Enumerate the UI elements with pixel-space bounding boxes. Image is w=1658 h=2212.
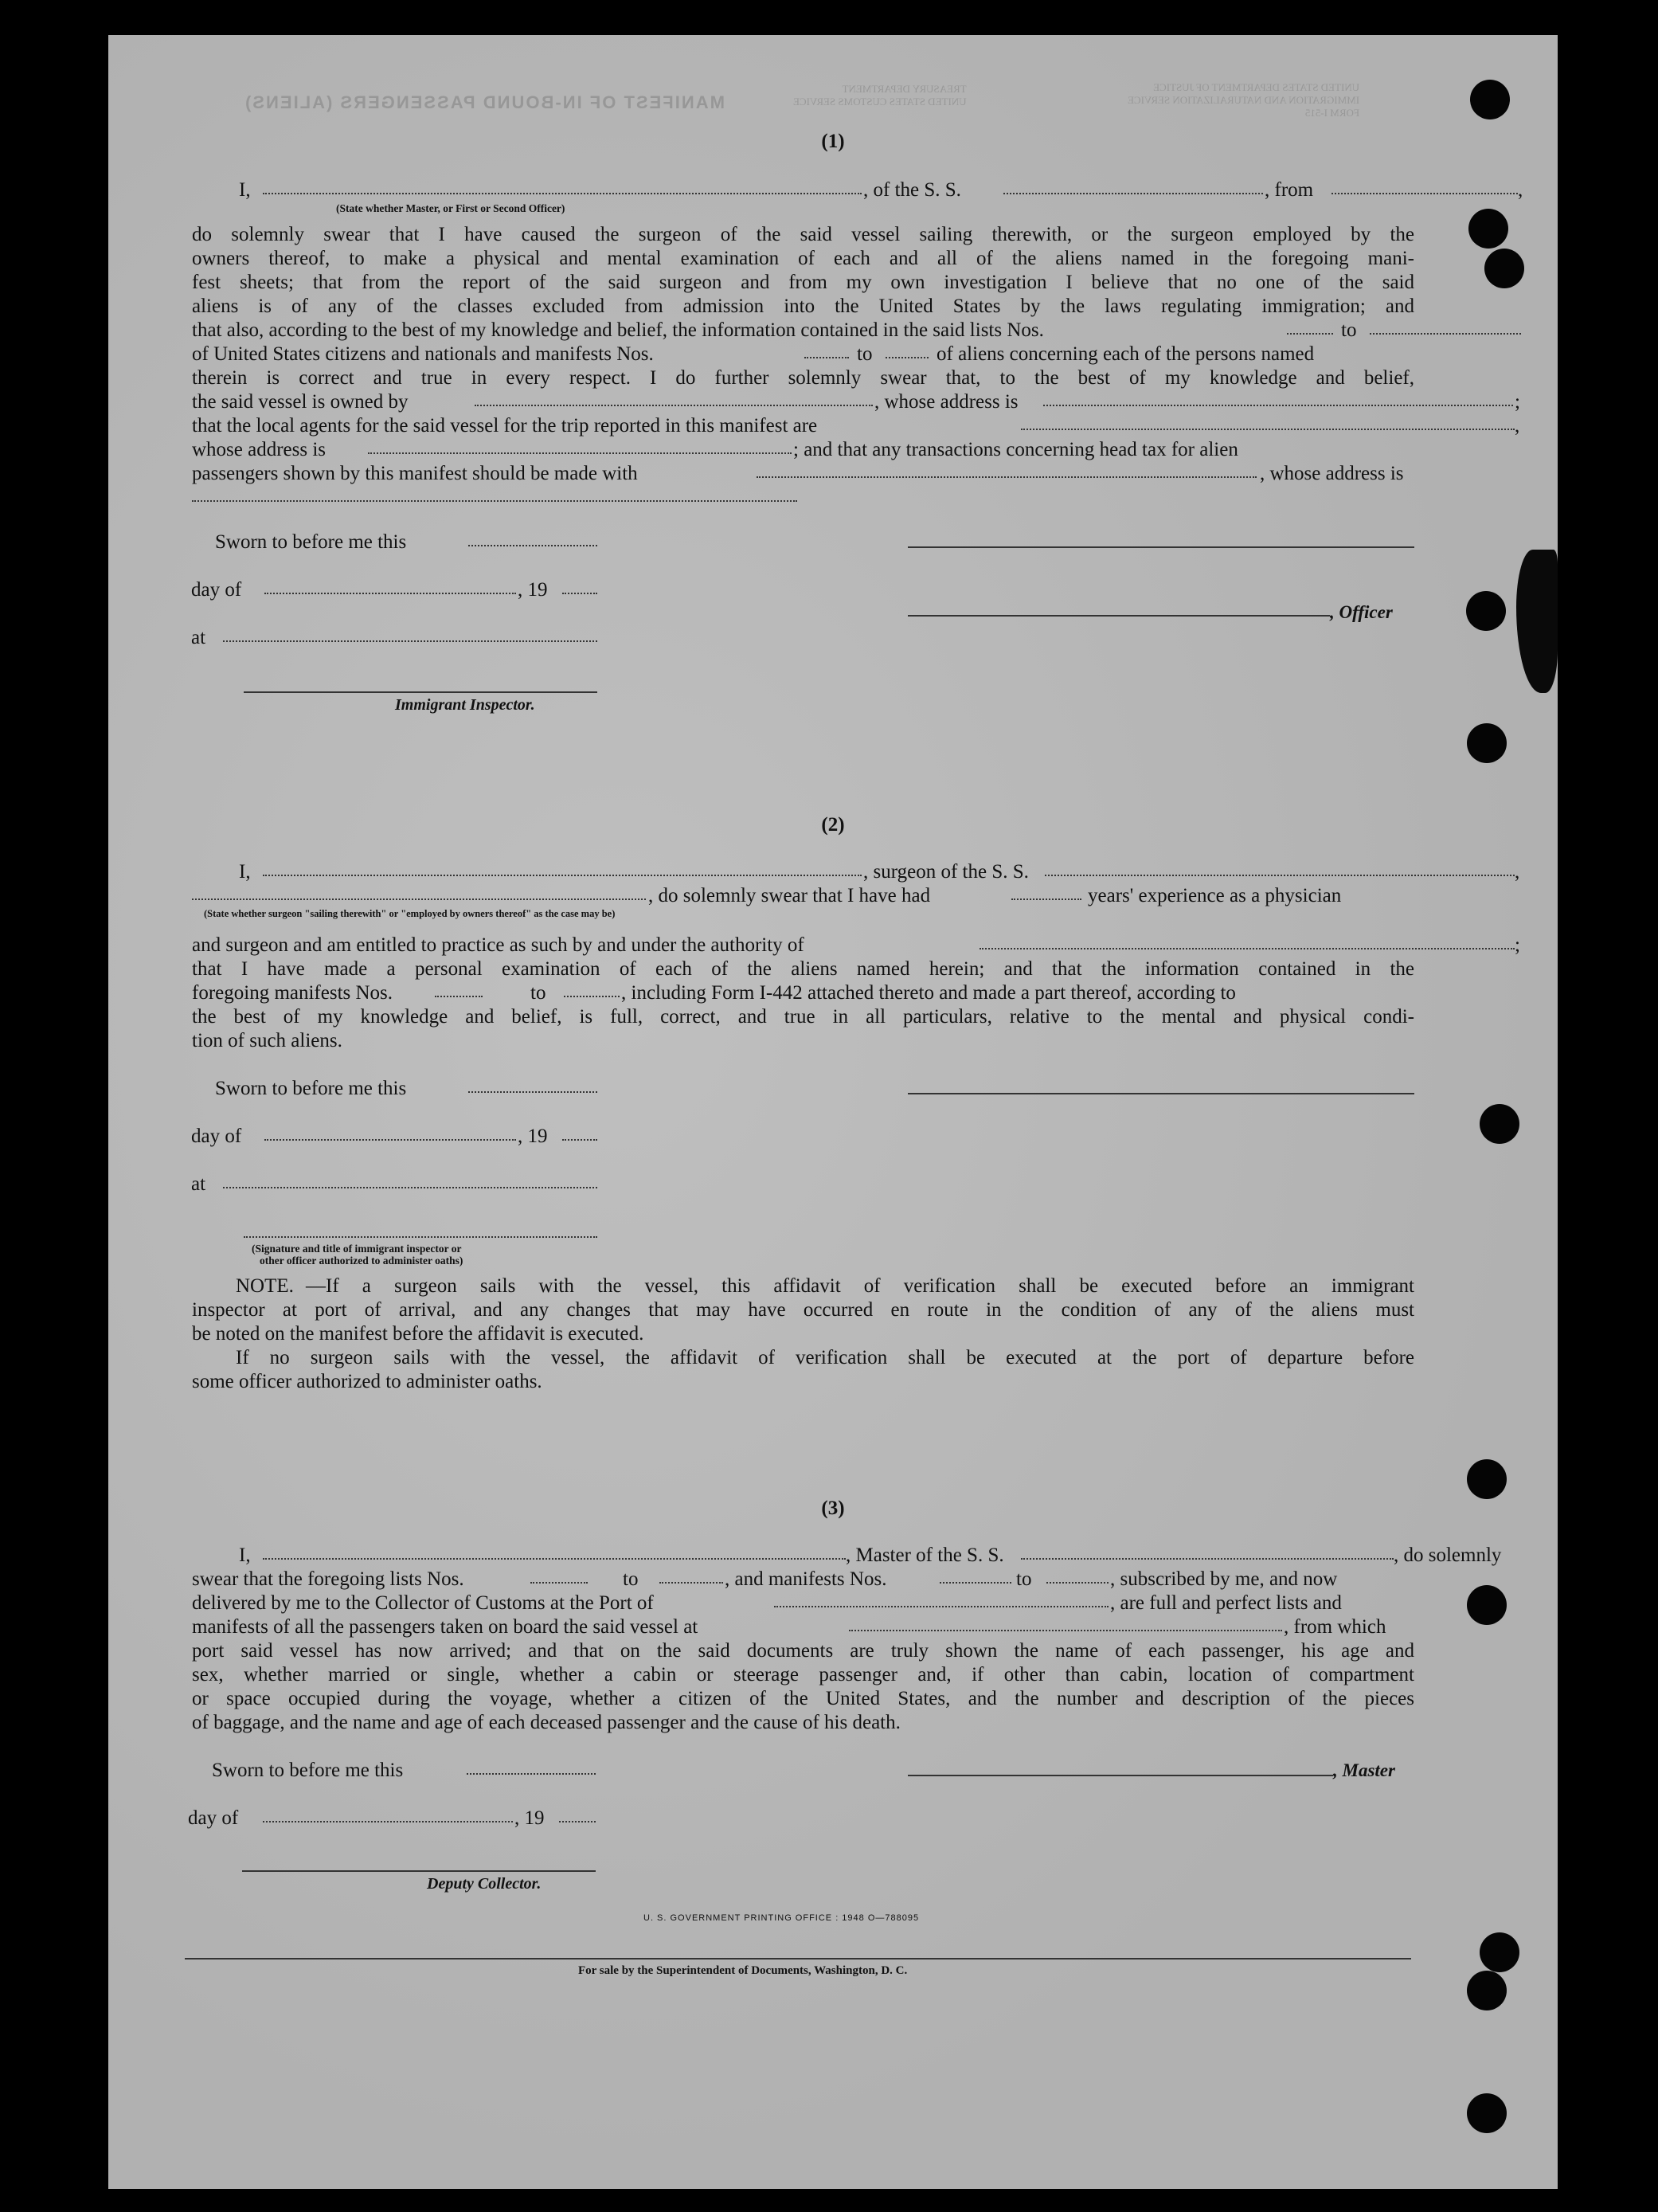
s3-body-line: of baggage, and the name and age of each deceased passenger and the cause of his death. bbox=[192, 1712, 901, 1733]
s1-agents-address-field[interactable] bbox=[368, 452, 792, 454]
s3-deputy-label: Deputy Collector. bbox=[427, 1875, 542, 1893]
s3-year-prefix: , 19 bbox=[514, 1807, 545, 1829]
s2-i: I, bbox=[239, 861, 251, 883]
s3-sworn: Sworn to before me this bbox=[212, 1760, 404, 1781]
s2-authority: and surgeon and am entitled to practice as such by and under the authority of bbox=[192, 934, 804, 956]
s2-years-field[interactable] bbox=[1011, 899, 1081, 900]
s1-whose-address-2: whose address is bbox=[192, 439, 327, 460]
torn-edge bbox=[1516, 550, 1558, 693]
s3-master-signature-line[interactable] bbox=[908, 1775, 1333, 1776]
punch-hole bbox=[1467, 1585, 1507, 1625]
s1-head-tax-party-field[interactable] bbox=[757, 476, 1257, 478]
s2-year-field[interactable] bbox=[562, 1139, 597, 1141]
punch-hole bbox=[1480, 1104, 1519, 1144]
s1-i: I, bbox=[239, 179, 251, 201]
punch-hole bbox=[1480, 1932, 1519, 1972]
s2-surgeon-status-field[interactable] bbox=[192, 899, 646, 900]
s3-manifests-to-field[interactable] bbox=[1046, 1582, 1109, 1584]
s3-deputy-line[interactable] bbox=[242, 1870, 596, 1872]
punch-hole bbox=[1484, 249, 1524, 288]
punch-hole bbox=[1466, 591, 1506, 631]
s1-inspector-line[interactable] bbox=[244, 691, 597, 693]
s1-from: , from bbox=[1265, 179, 1314, 201]
punch-hole bbox=[1470, 80, 1510, 119]
s2-foregoing: foregoing manifests Nos. bbox=[192, 982, 393, 1004]
s3-day-of: day of bbox=[188, 1807, 239, 1829]
s2-note-line: be noted on the manifest before the affidavit is executed. bbox=[192, 1323, 644, 1345]
s2-note-line: —If a surgeon sails with the vessel, this affidavit of verification shall be executed before an immigrant bbox=[306, 1275, 1414, 1297]
s3-master-label: , Master bbox=[1333, 1760, 1395, 1780]
s1-sworn-day-field[interactable] bbox=[468, 545, 597, 546]
s3-do-solemnly: , do solemnly bbox=[1394, 1544, 1502, 1566]
s2-including: , including Form I-442 attached thereto and made a part thereof, according to bbox=[621, 982, 1236, 1004]
s1-officer-line[interactable] bbox=[908, 615, 1330, 617]
section-3-number: (3) bbox=[821, 1498, 845, 1519]
s2-signature-note: (Signature and title of immigrant inspector or bbox=[252, 1243, 462, 1255]
s3-subscribed: , subscribed by me, and now bbox=[1110, 1568, 1338, 1590]
section-2-number: (2) bbox=[821, 814, 845, 836]
s2-body-line: the best of my knowledge and belief, is full, correct, and true in all particulars, relative to the mental and physical condi- bbox=[192, 1006, 1414, 1028]
s1-manifests-from-field[interactable] bbox=[804, 357, 849, 358]
s2-semicolon: ; bbox=[1515, 934, 1520, 956]
s3-lists-to-field[interactable] bbox=[659, 1582, 723, 1584]
s2-month-field[interactable] bbox=[264, 1139, 516, 1141]
bleed-through-fine-text: TREASURY DEPARTMENT UNITED STATES CUSTOMS SERVICE bbox=[793, 83, 967, 108]
s2-at: at bbox=[191, 1173, 206, 1195]
s1-of-ss: , of the S. S. bbox=[863, 179, 961, 201]
s2-sworn: Sworn to before me this bbox=[215, 1078, 407, 1099]
s2-manifests-to-field[interactable] bbox=[564, 996, 620, 997]
sale-notice: For sale by the Superintendent of Documents, Washington, D. C. bbox=[578, 1964, 908, 1977]
s1-at-field[interactable] bbox=[223, 640, 597, 642]
gpo-imprint: U. S. GOVERNMENT PRINTING OFFICE : 1948 O—788095 bbox=[643, 1913, 920, 1923]
s2-year-prefix: , 19 bbox=[518, 1126, 548, 1147]
s1-comma: , bbox=[1515, 415, 1520, 437]
s1-manifests-text: of United States citizens and nationals and manifests Nos. bbox=[192, 343, 654, 365]
s1-body-line: fest sheets; that from the report of the said surgeon and from my own investigation I believe that no one of the said bbox=[192, 272, 1414, 293]
s2-manifests-from-field[interactable] bbox=[435, 996, 483, 997]
s3-from-which: , from which bbox=[1284, 1616, 1386, 1638]
s1-local-agents: that the local agents for the said vessel for the trip reported in this manifest are bbox=[192, 415, 818, 437]
s2-comma: , bbox=[1515, 861, 1520, 883]
s1-year-prefix: , 19 bbox=[518, 579, 548, 601]
punch-hole bbox=[1468, 209, 1508, 249]
s1-to: to bbox=[857, 343, 873, 365]
s3-month-field[interactable] bbox=[263, 1821, 513, 1822]
s3-to: to bbox=[623, 1568, 639, 1590]
punch-hole bbox=[1467, 1459, 1507, 1499]
bleed-through-title: MANIFEST OF IN-BOUND PASSENGERS (ALIENS) bbox=[244, 92, 725, 112]
s2-signature-line[interactable] bbox=[908, 1093, 1414, 1094]
s2-signature-note: other officer authorized to administer oaths) bbox=[260, 1255, 463, 1267]
section-1-number: (1) bbox=[821, 131, 845, 152]
s3-lists-from-field[interactable] bbox=[530, 1582, 588, 1584]
s1-lists-to-field[interactable] bbox=[1370, 333, 1521, 335]
s2-surgeon-of-ss: , surgeon of the S. S. bbox=[863, 861, 1029, 883]
s1-day-of: day of bbox=[191, 579, 242, 601]
s2-at-field[interactable] bbox=[223, 1187, 597, 1188]
s3-swear-lists: swear that the foregoing lists Nos. bbox=[192, 1568, 464, 1590]
s2-years-experience: years' experience as a physician bbox=[1088, 885, 1342, 906]
s3-taken-at-field[interactable] bbox=[849, 1630, 1282, 1631]
s3-body-line: port said vessel has now arrived; and that on the said documents are truly shown the name of each passenger, his age and bbox=[192, 1640, 1414, 1662]
s1-head-tax-address-field[interactable] bbox=[192, 500, 797, 502]
s2-note-line: some officer authorized to administer oaths. bbox=[192, 1371, 542, 1392]
s1-owner-address-field[interactable] bbox=[1043, 405, 1513, 406]
s2-surgeon-name-field[interactable] bbox=[263, 875, 862, 876]
s2-inspector-line[interactable] bbox=[244, 1236, 597, 1238]
s3-master-name-field[interactable] bbox=[263, 1558, 846, 1560]
s3-manifests-from-field[interactable] bbox=[940, 1582, 1011, 1584]
s1-owner-field[interactable] bbox=[475, 405, 873, 406]
s1-semicolon: ; bbox=[1515, 391, 1520, 413]
s2-sworn-day-field[interactable] bbox=[468, 1091, 597, 1093]
s2-status-note: (State whether surgeon "sailing therewith" or "employed by owners thereof" as the case may be) bbox=[204, 908, 616, 919]
s3-body-line: or space occupied during the voyage, whether a citizen of the United States, and the number and description of the pieces bbox=[192, 1688, 1414, 1709]
s2-note-line: inspector at port of arrival, and any changes that may have occurred en route in the condition of any of the aliens must bbox=[192, 1299, 1414, 1321]
s2-day-of: day of bbox=[191, 1126, 242, 1147]
s3-manifests-all: manifests of all the passengers taken on board the said vessel at bbox=[192, 1616, 698, 1638]
s3-to: to bbox=[1016, 1568, 1032, 1590]
s1-month-field[interactable] bbox=[264, 593, 516, 594]
s1-from-port-field[interactable] bbox=[1331, 193, 1518, 194]
bleed-through-fine-text: UNITED STATES DEPARTMENT OF JUSTICE IMMIGRATION AND NATURALIZATION SERVICE FORM I-515 bbox=[1128, 81, 1360, 119]
s1-head-tax: ; and that any transactions concerning head tax for alien bbox=[793, 439, 1238, 460]
s2-note-line: If no surgeon sails with the vessel, the affidavit of verification shall be executed at the port of departure before bbox=[236, 1347, 1414, 1368]
s1-to: to bbox=[1341, 319, 1357, 341]
s1-signature-line[interactable] bbox=[908, 546, 1414, 548]
s1-year-field[interactable] bbox=[562, 593, 597, 594]
s1-aliens-text: of aliens concerning each of the persons named bbox=[937, 343, 1315, 365]
punch-hole bbox=[1467, 2093, 1507, 2133]
s3-and-manifests: , and manifests Nos. bbox=[725, 1568, 887, 1590]
s2-body-line: that I have made a personal examination of each of the aliens named herein; and that the information contained in the bbox=[192, 958, 1414, 980]
punch-hole bbox=[1467, 723, 1507, 763]
s1-inspector-label: Immigrant Inspector. bbox=[395, 696, 535, 714]
s3-port-field[interactable] bbox=[774, 1606, 1109, 1607]
s2-vessel-field[interactable] bbox=[1045, 875, 1515, 876]
s1-officer-label: , Officer bbox=[1330, 602, 1393, 622]
s1-whose-address-3: , whose address is bbox=[1260, 463, 1404, 484]
s1-body-line: owners thereof, to make a physical and mental examination of each and all of the aliens named in the foregoing mani- bbox=[192, 248, 1414, 269]
form-page bbox=[108, 35, 1558, 2189]
s1-officer-name-field[interactable] bbox=[263, 193, 862, 194]
s2-note-label: NOTE. bbox=[236, 1275, 294, 1297]
s3-vessel-field[interactable] bbox=[1021, 1558, 1394, 1560]
s1-lists-from-field[interactable] bbox=[1287, 333, 1333, 335]
s1-comma: , bbox=[1518, 179, 1523, 201]
s3-master-of-ss: , Master of the S. S. bbox=[846, 1544, 1004, 1566]
s1-local-agents-field[interactable] bbox=[1021, 429, 1515, 430]
s1-manifests-to-field[interactable] bbox=[886, 357, 929, 358]
s1-officer-note: (State whether Master, or First or Second Officer) bbox=[336, 202, 565, 214]
s1-owned-by: the said vessel is owned by bbox=[192, 391, 409, 413]
s1-whose-address: , whose address is bbox=[874, 391, 1019, 413]
s1-lists-text: that also, according to the best of my knowledge and belief, the information contained in the said lists Nos. bbox=[192, 319, 1044, 341]
s1-body-line: aliens is of any of the classes excluded from admission into the United States by the laws regulating immigration; and bbox=[192, 296, 1414, 317]
s2-swear-had: , do solemnly swear that I have had bbox=[648, 885, 931, 906]
s3-full-perfect: , are full and perfect lists and bbox=[1110, 1592, 1342, 1614]
s3-i: I, bbox=[239, 1544, 251, 1566]
s1-vessel-name-field[interactable] bbox=[1003, 193, 1263, 194]
punch-hole bbox=[1467, 1971, 1507, 2010]
s3-body-line: sex, whether married or single, whether a cabin or steerage passenger and, if other than cabin, location of compartment bbox=[192, 1664, 1414, 1685]
s1-sworn: Sworn to before me this bbox=[215, 531, 407, 553]
s2-to: to bbox=[530, 982, 546, 1004]
footer-rule bbox=[185, 1958, 1411, 1959]
s1-body-line: therein is correct and true in every respect. I do further solemnly swear that, to the best of my knowledge and belief, bbox=[192, 367, 1414, 389]
s3-year-field[interactable] bbox=[559, 1821, 596, 1822]
s3-delivered: delivered by me to the Collector of Customs at the Port of bbox=[192, 1592, 654, 1614]
s2-body-line: tion of such aliens. bbox=[192, 1030, 342, 1051]
s2-authority-field[interactable] bbox=[980, 948, 1515, 949]
s1-at: at bbox=[191, 627, 206, 648]
s1-body-line: do solemnly swear that I have caused the surgeon of the said vessel sailing therewith, or the surgeon employed by the bbox=[192, 224, 1414, 245]
s1-made-with: passengers shown by this manifest should be made with bbox=[192, 463, 638, 484]
s3-sworn-day-field[interactable] bbox=[467, 1773, 596, 1775]
